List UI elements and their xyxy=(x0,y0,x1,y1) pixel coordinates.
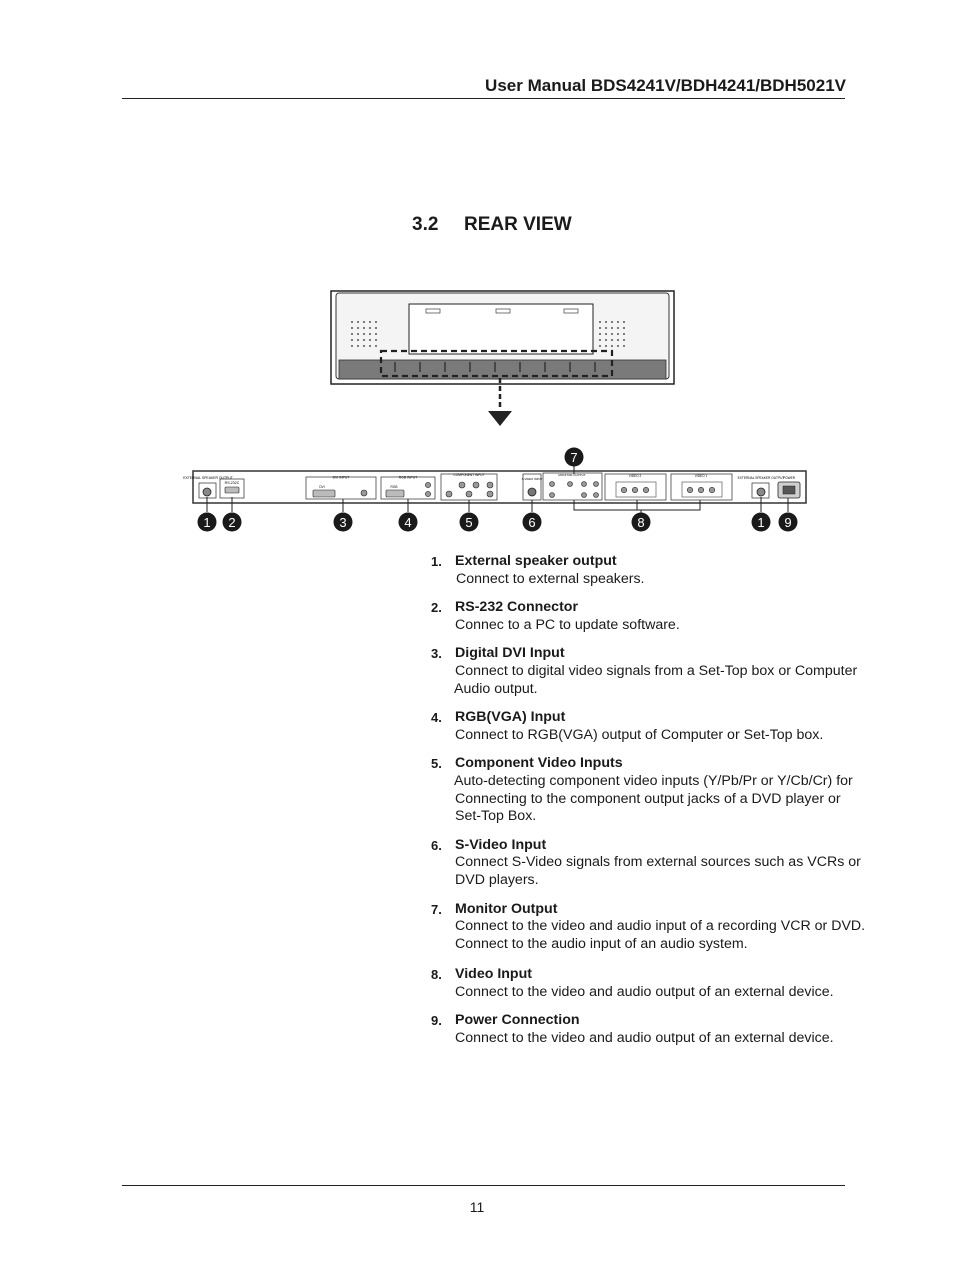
item-description-line: Connec to a PC to update software. xyxy=(455,616,680,633)
rear-view-diagram xyxy=(0,0,954,560)
item-description-line: Auto-detecting component video inputs (Y/Pb/Pr or Y/Cb/Cr) for xyxy=(454,772,853,789)
label-dvi-input: DVI INPUT xyxy=(332,475,350,480)
item-title: Video Input xyxy=(455,966,532,983)
page-header-title: User Manual BDS4241V/BDH4241/BDH5021V xyxy=(485,76,846,95)
label-rgb-input: RGB INPUT xyxy=(398,475,418,480)
label-ext-speaker-right: EXTERNAL SPEAKER OUTPUT xyxy=(737,476,785,480)
list-item-2 xyxy=(431,599,881,634)
callout-5 xyxy=(460,513,479,532)
callout-1-right xyxy=(752,513,771,532)
item-index: 3. xyxy=(431,646,442,662)
item-index: 7. xyxy=(431,901,442,917)
callout-8 xyxy=(632,513,651,532)
list-item-4 xyxy=(431,709,881,744)
callout-label: 6 xyxy=(528,515,536,530)
callout-3 xyxy=(334,513,353,532)
list-item-3 xyxy=(431,645,881,698)
item-description-line: DVD players. xyxy=(455,871,539,888)
item-index: 5. xyxy=(431,756,442,772)
callout-label: 8 xyxy=(637,515,645,530)
label-component-input: COMPONENT INPUT xyxy=(453,473,485,477)
item-title: RGB(VGA) Input xyxy=(455,709,566,726)
item-title: Monitor Output xyxy=(455,900,558,917)
callout-4 xyxy=(399,513,418,532)
callout-label: 9 xyxy=(784,515,792,530)
item-title: Digital DVI Input xyxy=(455,645,565,662)
label-monitor-output: MONITOR OUTPUT xyxy=(558,473,586,477)
label-svideo: S-VIDEO INPUT xyxy=(521,477,543,481)
label-ext-speaker-left: EXTERNAL SPEAKER OUTPUT xyxy=(183,476,233,480)
item-description-line: Connect to the video and audio output of an external device. xyxy=(455,983,834,1000)
monitor-rear-illustration xyxy=(331,291,674,384)
callout-label: 2 xyxy=(228,515,236,530)
label-rs232: RS-232C xyxy=(224,481,240,485)
item-title: S-Video Input xyxy=(455,836,547,853)
item-description-line: Connect to RGB(VGA) output of Computer or Set-Top box. xyxy=(455,726,824,743)
list-item-5 xyxy=(431,755,881,825)
item-index: 2. xyxy=(431,600,442,616)
label-rgb: RGB xyxy=(390,485,398,489)
item-description-line: Connecting to the component output jacks of a DVD player or xyxy=(455,790,841,807)
section-number: 3.2 xyxy=(412,214,439,235)
item-title: RS-232 Connector xyxy=(455,599,578,616)
connector-description-list xyxy=(431,553,881,1048)
item-index: 4. xyxy=(431,710,442,726)
item-title: Component Video Inputs xyxy=(455,755,623,772)
callout-7 xyxy=(565,448,584,467)
item-index: 6. xyxy=(431,837,442,853)
item-description-line: Connect to the video and audio input of a recording VCR or DVD. xyxy=(455,918,866,935)
item-index: 9. xyxy=(431,1013,442,1029)
callout-1-left xyxy=(198,513,217,532)
item-title: External speaker output xyxy=(455,553,617,569)
callout-label: 7 xyxy=(570,450,578,465)
label-video2: VIDEO 2 xyxy=(628,474,642,478)
item-title: Power Connection xyxy=(455,1012,580,1029)
list-item-7 xyxy=(431,901,881,954)
list-item-6 xyxy=(431,837,881,890)
label-power: POWER xyxy=(782,476,796,480)
page-number: 11 xyxy=(469,1199,485,1215)
list-item-9 xyxy=(431,1012,881,1047)
callout-label: 1 xyxy=(757,515,765,530)
callout-2 xyxy=(223,513,242,532)
item-description-line: Connect to external speakers. xyxy=(456,570,645,587)
callout-6 xyxy=(523,513,542,532)
callout-label: 5 xyxy=(465,515,473,530)
item-description-line: Connect to digital video signals from a Set-Top box or Computer xyxy=(455,662,858,679)
list-item-1 xyxy=(431,553,881,588)
item-index: 1. xyxy=(431,554,442,569)
label-video1: VIDEO 1 xyxy=(694,474,708,478)
connector-panel xyxy=(183,471,806,503)
item-description-line: Connect to the audio input of an audio system. xyxy=(455,935,748,952)
section-title: REAR VIEW xyxy=(464,214,572,235)
footer-rule xyxy=(122,1185,845,1186)
label-dvi: DVI xyxy=(319,485,325,489)
item-index: 8. xyxy=(431,967,442,983)
item-description-line: Set-Top Box. xyxy=(455,808,537,825)
callout-9 xyxy=(779,513,798,532)
item-description-line: Connect to the video and audio output of an external device. xyxy=(455,1030,834,1047)
callout-label: 1 xyxy=(203,515,211,530)
item-description-line: Audio output. xyxy=(454,680,538,697)
callout-label: 4 xyxy=(404,515,412,530)
zoom-arrow xyxy=(488,378,512,426)
item-description-line: Connect S-Video signals from external sources such as VCRs or xyxy=(455,854,861,871)
callout-label: 3 xyxy=(339,515,347,530)
list-item-8 xyxy=(431,966,881,1001)
